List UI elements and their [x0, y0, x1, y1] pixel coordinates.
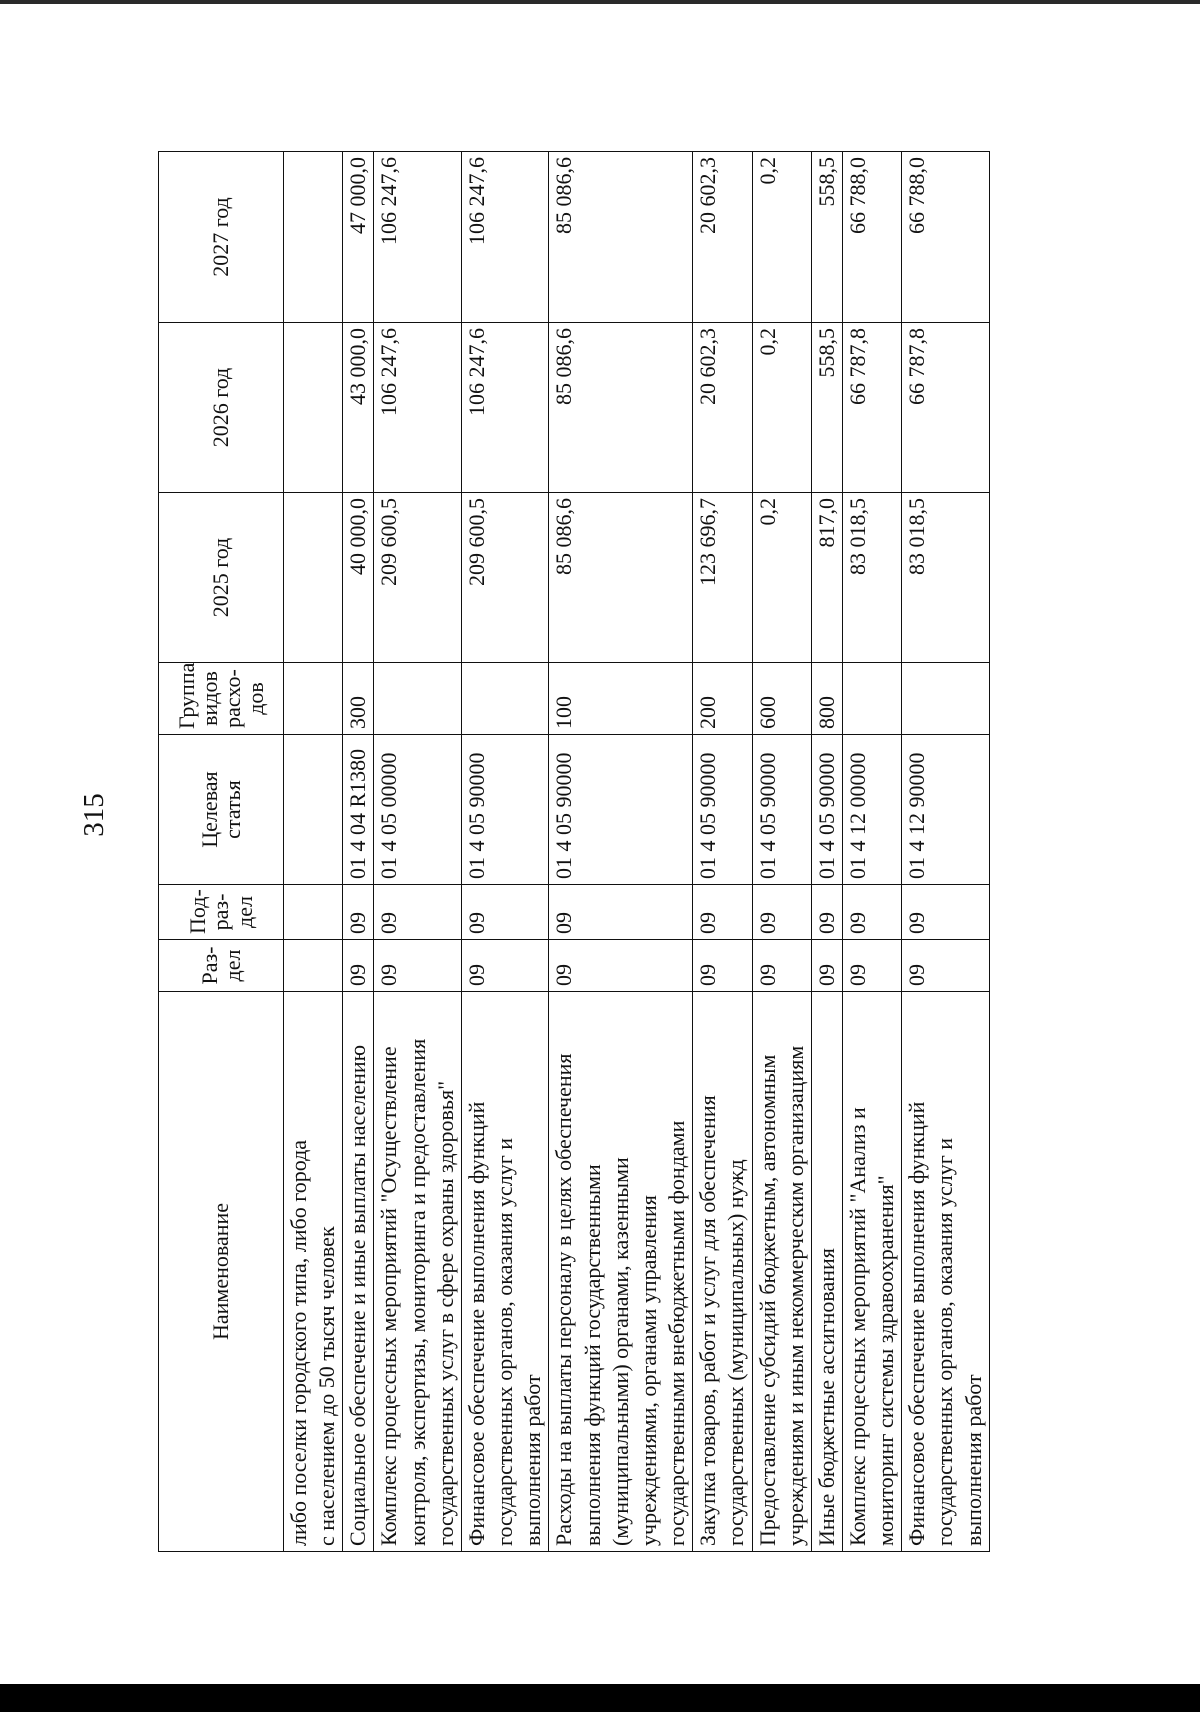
header-2025	[159, 493, 284, 663]
cell-name: Социальное обеспечение и иные выплаты населению	[343, 992, 374, 1552]
header-2025-text: 2025 год	[208, 537, 234, 618]
cell-gruppa	[374, 663, 461, 735]
cell-2026: 0,2	[752, 323, 811, 493]
cell-razdel	[284, 940, 343, 992]
cell-2026: 85 086,6	[549, 323, 693, 493]
cell-2026	[284, 323, 343, 493]
cell-gruppa	[461, 663, 548, 735]
cell-razdel: 09	[842, 940, 901, 992]
cell-gruppa: 100	[549, 663, 693, 735]
cell-2026: 558,5	[811, 323, 842, 493]
header-name-text: Наименование	[208, 1202, 234, 1341]
cell-2026: 106 247,6	[374, 323, 461, 493]
cell-celevaya: 01 4 04 R1380	[343, 735, 374, 885]
cell-2027: 558,5	[811, 152, 842, 323]
cell-2027: 106 247,6	[374, 152, 461, 323]
header-2026-text: 2026 год	[208, 367, 234, 448]
cell-podrazdel: 09	[374, 885, 461, 940]
table-row	[461, 152, 548, 1552]
table-row	[693, 152, 752, 1552]
header-podrazdel	[159, 885, 284, 940]
header-2027-text: 2027 год	[208, 197, 234, 277]
table-body	[284, 152, 990, 1552]
header-2026	[159, 323, 284, 493]
cell-razdel: 09	[752, 940, 811, 992]
cell-gruppa	[902, 663, 989, 735]
cell-gruppa: 300	[343, 663, 374, 735]
cell-2025	[284, 493, 343, 663]
cell-celevaya: 01 4 05 90000	[549, 735, 693, 885]
cell-2027: 66 788,0	[902, 152, 989, 323]
cell-name: Предоставление субсидий бюджетным, автономным учреждениям и иным некоммерческим организациям	[752, 992, 811, 1552]
cell-2027: 85 086,6	[549, 152, 693, 323]
cell-razdel: 09	[811, 940, 842, 992]
cell-podrazdel: 09	[811, 885, 842, 940]
table-row	[752, 152, 811, 1552]
cell-celevaya	[284, 735, 343, 885]
cell-podrazdel: 09	[693, 885, 752, 940]
cell-name: либо поселки городского типа, либо города с населением до 50 тысяч человек	[284, 992, 343, 1552]
cell-gruppa: 200	[693, 663, 752, 735]
cell-podrazdel: 09	[842, 885, 901, 940]
table-row	[374, 152, 461, 1552]
cell-celevaya: 01 4 05 90000	[811, 735, 842, 885]
cell-2027: 0,2	[752, 152, 811, 323]
cell-2025: 209 600,5	[461, 493, 548, 663]
cell-name: Финансовое обеспечение выполнения функций государственных органов, оказания услуг и выполнения работ	[461, 992, 548, 1552]
header-razdel-text: Раз- дел	[196, 946, 245, 985]
cell-razdel: 09	[461, 940, 548, 992]
cell-2025: 817,0	[811, 493, 842, 663]
cell-name: Финансовое обеспечение выполнения функций государственных органов, оказания услуг и выполнения работ	[902, 992, 989, 1552]
cell-podrazdel	[284, 885, 343, 940]
table-row	[842, 152, 901, 1552]
cell-gruppa	[842, 663, 901, 735]
table-row	[549, 152, 693, 1552]
cell-podrazdel: 09	[902, 885, 989, 940]
cell-podrazdel: 09	[549, 885, 693, 940]
table-header-row	[159, 152, 284, 1552]
table-row	[902, 152, 989, 1552]
header-gruppa	[159, 663, 284, 735]
cell-gruppa: 800	[811, 663, 842, 735]
cell-2026: 43 000,0	[343, 323, 374, 493]
cell-2026: 66 787,8	[902, 323, 989, 493]
cell-celevaya: 01 4 05 90000	[461, 735, 548, 885]
cell-razdel: 09	[374, 940, 461, 992]
cell-name: Комплекс процессных мероприятий "Анализ и мониторинг системы здравоохранения"	[842, 992, 901, 1552]
cell-2025: 0,2	[752, 493, 811, 663]
cell-celevaya: 01 4 05 90000	[752, 735, 811, 885]
cell-celevaya: 01 4 12 90000	[902, 735, 989, 885]
cell-gruppa: 600	[752, 663, 811, 735]
table-row	[343, 152, 374, 1552]
cell-2025: 209 600,5	[374, 493, 461, 663]
header-name	[159, 992, 284, 1552]
cell-celevaya: 01 4 05 00000	[374, 735, 461, 885]
cell-2025: 123 696,7	[693, 493, 752, 663]
cell-podrazdel: 09	[461, 885, 548, 940]
header-gruppa-text: Группа видов расхо- дов	[173, 662, 269, 729]
cell-razdel: 09	[343, 940, 374, 992]
budget-table	[158, 151, 990, 1552]
header-razdel	[159, 940, 284, 992]
cell-2027: 66 788,0	[842, 152, 901, 323]
cell-2027	[284, 152, 343, 323]
header-celevaya	[159, 735, 284, 885]
cell-celevaya: 01 4 05 90000	[693, 735, 752, 885]
cell-2025: 83 018,5	[902, 493, 989, 663]
scan-bottom-edge	[0, 1684, 1200, 1712]
cell-2027: 106 247,6	[461, 152, 548, 323]
table-row	[284, 152, 343, 1552]
cell-razdel: 09	[693, 940, 752, 992]
cell-2025: 85 086,6	[549, 493, 693, 663]
cell-name: Закупка товаров, работ и услуг для обеспечения государственных (муниципальных) нужд	[693, 992, 752, 1552]
cell-razdel: 09	[549, 940, 693, 992]
cell-podrazdel: 09	[752, 885, 811, 940]
header-2027	[159, 152, 284, 323]
page-number: 315	[78, 793, 110, 837]
cell-2026: 20 602,3	[693, 323, 752, 493]
cell-2026: 106 247,6	[461, 323, 548, 493]
cell-gruppa	[284, 663, 343, 735]
cell-2026: 66 787,8	[842, 323, 901, 493]
cell-2025: 83 018,5	[842, 493, 901, 663]
cell-podrazdel: 09	[343, 885, 374, 940]
cell-razdel: 09	[902, 940, 989, 992]
cell-name: Комплекс процессных мероприятий "Осуществление контроля, экспертизы, мониторинга и предоставления государственных услуг в сфере охраны здоровья"	[374, 992, 461, 1552]
header-podrazdel-text: Под- раз- дел	[185, 889, 257, 934]
cell-celevaya: 01 4 12 00000	[842, 735, 901, 885]
header-celevaya-text: Целевая статья	[196, 771, 245, 848]
cell-2027: 20 602,3	[693, 152, 752, 323]
table-row	[811, 152, 842, 1552]
cell-2025: 40 000,0	[343, 493, 374, 663]
cell-2027: 47 000,0	[343, 152, 374, 323]
cell-name: Иные бюджетные ассигнования	[811, 992, 842, 1552]
cell-name: Расходы на выплаты персоналу в целях обеспечения выполнения функций государственными (муниципальными) органами, казенными учреждениями, органами управления государственными внебюджетными фондами	[549, 992, 693, 1552]
